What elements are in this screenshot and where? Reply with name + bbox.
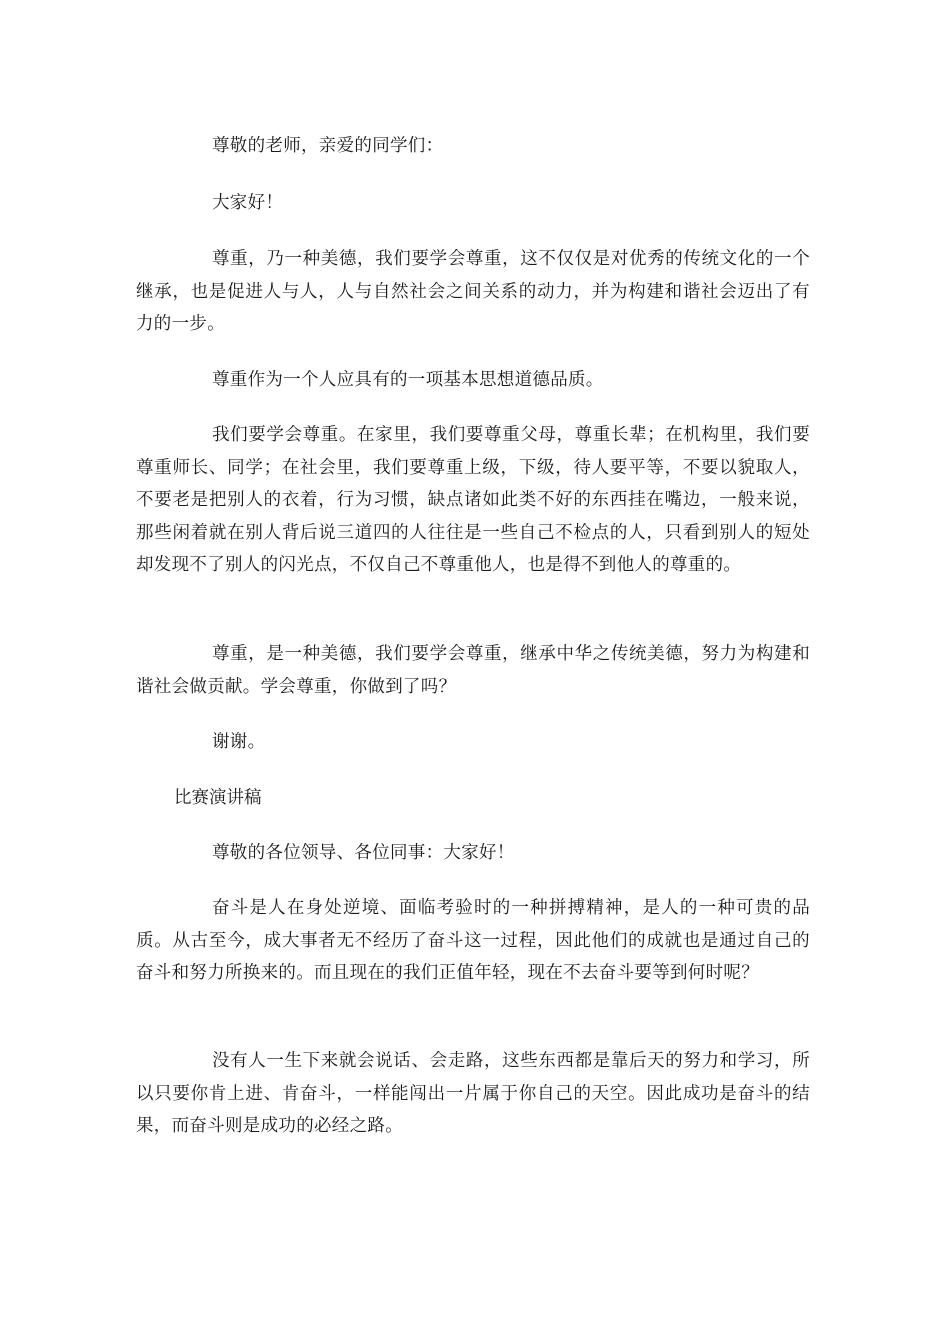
thanks: 谢谢。 xyxy=(212,732,266,752)
paragraph-success: 没有人一生下来就会说话、会走路，这些东西都是靠后天的努力和学习，所以只要你肯上进、肯奋斗，一样能闯出一片属于你自己的天空。因此成功是奋斗的结果，而奋斗则是成功的必经之路。 xyxy=(136,1051,810,1136)
paragraph-respect-conclusion: 尊重，是一种美德，我们要学会尊重，继承中华之传统美德，努力为构建和谐社会做贡献。学会尊重，你做到了吗？ xyxy=(136,644,810,697)
speech-greeting: 尊敬的各位领导、各位同事：大家好！ xyxy=(212,843,515,863)
section-title: 比赛演讲稿 xyxy=(174,788,262,808)
paragraph-learn-respect: 我们要学会尊重。在家里，我们要尊重父母，尊重长辈；在机构里，我们要尊重师长、同学；在社会里，我们要尊重上级，下级，待人要平等，不要以貌取人，不要老是把别人的衣着，行为习惯，缺点诸如此类不好的东西挂在嘴边，一般来说，那些闲着就在别人背后说三道四的人往往是一些自己不检点的人，只看到别人的短处却发现不了别人的闪光点，不仅自己不尊重他人，也是得不到他人的尊重的。 xyxy=(136,425,810,575)
salutation: 尊敬的老师，亲爱的同学们： xyxy=(212,136,444,156)
paragraph-struggle: 奋斗是人在身处逆境、面临考验时的一种拼搏精神，是人的一种可贵的品质。从古至今，成大事者无不经历了奋斗这一过程，因此他们的成就也是通过自己的奋斗和努力所换来的。而且现在的我们正值年轻，现在不去奋斗要等到何时呢？ xyxy=(136,898,810,983)
paragraph-respect-quality: 尊重作为一个人应具有的一项基本思想道德品质。 xyxy=(212,370,604,390)
greeting: 大家好！ xyxy=(212,193,284,213)
paragraph-respect-virtue: 尊重，乃一种美德，我们要学会尊重，这不仅仅是对优秀的传统文化的一个继承，也是促进人与人，人与自然社会之间关系的动力，并为构建和谐社会迈出了有力的一步。 xyxy=(136,249,810,334)
